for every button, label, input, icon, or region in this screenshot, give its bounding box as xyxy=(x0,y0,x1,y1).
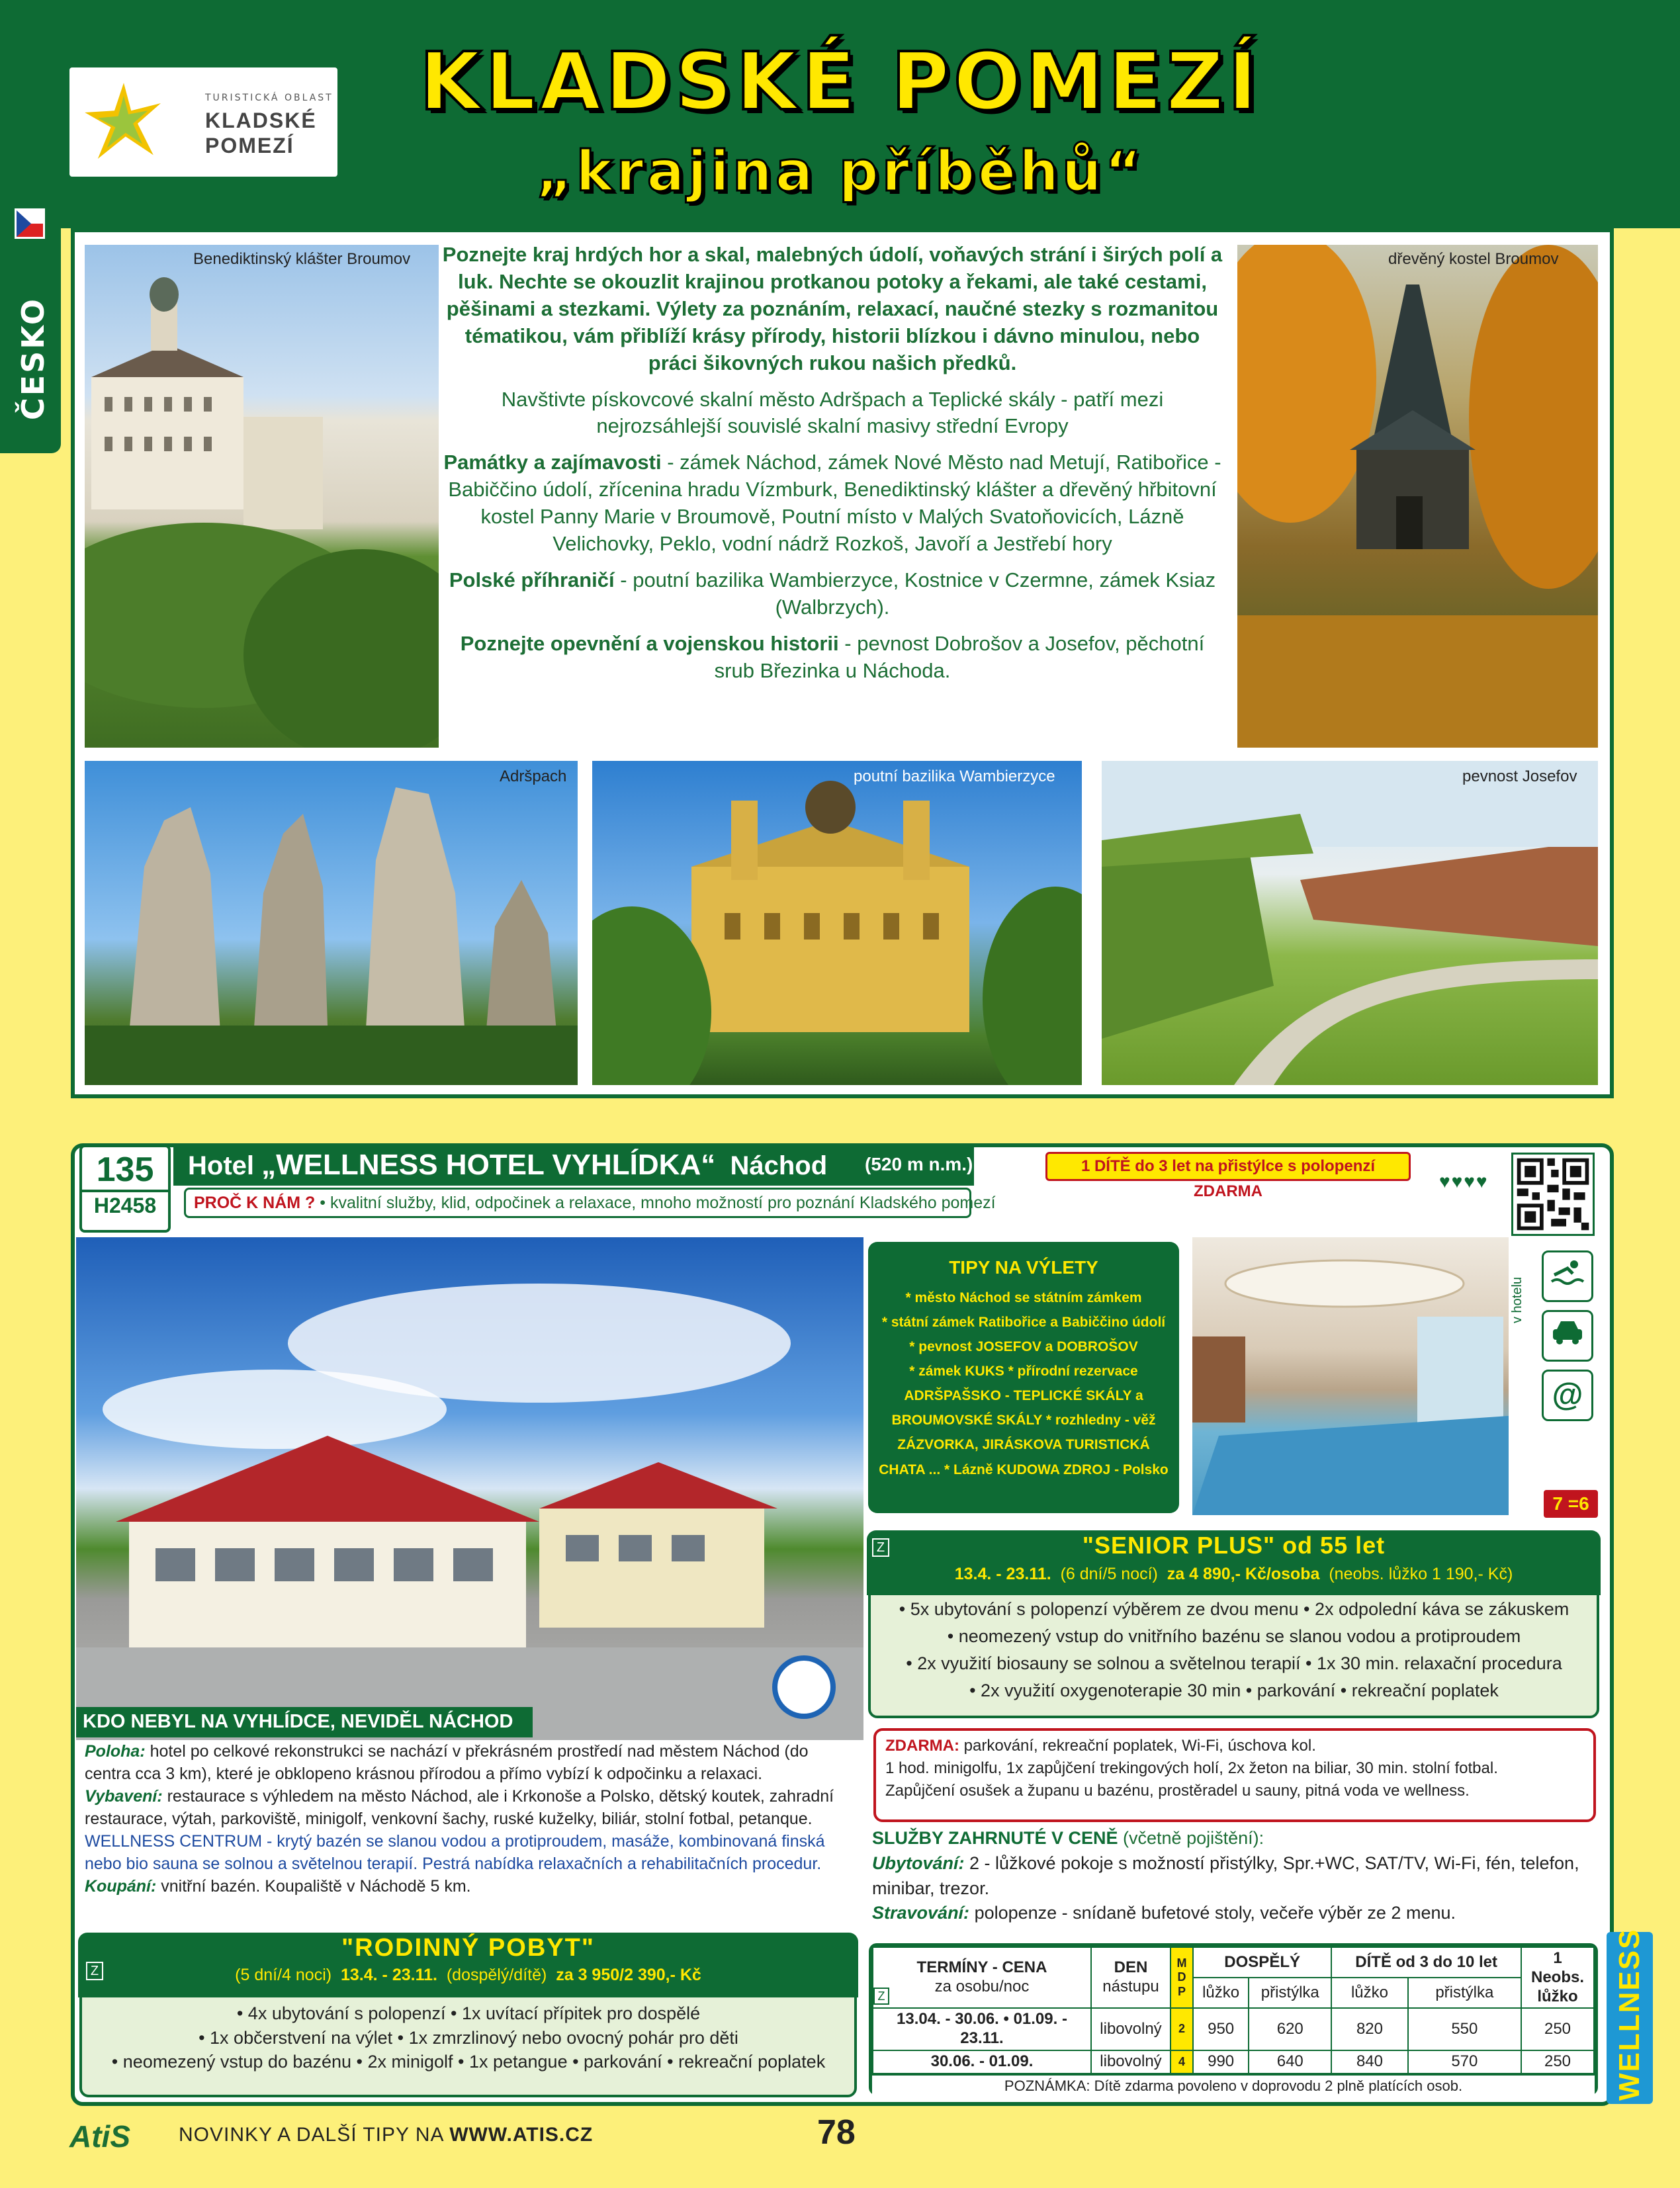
intro-landmarks: Památky a zajímavosti - zámek Náchod, zámek Nové Město nad Metují, Ratibořice - Babiččino údolí, zřícenina hradu Vízmburk, Benediktinský klášter a dřevěný hřbitovní kostel Panny Marie v Broumově, Poutní místo v Malých Svatoňovicích, Lázně Velichovky, Peklo, vodní nádrž Rozkoš, Javoří a Jestřebí hory xyxy=(443,451,1221,556)
list-item: • neomezený vstup do vnitřního bazénu se slanou vodou a protiproudem xyxy=(947,1626,1521,1647)
list-item: * pevnost JOSEFOV a DOBROŠOV xyxy=(909,1338,1138,1354)
hotel-title: Hotel „WELLNESS HOTEL VYHLÍDKA“ Náchod xyxy=(188,1149,828,1181)
hotel-swimming: Koupání: vnitřní bazén. Koupaliště v Náchodě 5 km. xyxy=(85,1877,471,1896)
hotel-description xyxy=(85,1740,856,1898)
hotel-title-bar xyxy=(173,1145,974,1186)
amenity-icons xyxy=(1542,1250,1595,1429)
hotel-wellness: WELLNESS CENTRUM - krytý bazén se slanou vodou a protiproudem, masáže, kombinovaná finská nebo bio sauna se solnou a světelnou terapií. Pestrá nabídka relaxačních a rehabilitačních procedur. xyxy=(85,1832,825,1873)
intro-lead: Poznejte kraj hrdých hor a skal, malebných údolí, voňavých strání i širých polí a luk. Nechte se okouzlit krajinou protkanou potoky a řekami, ale také cestami, pěšinami a stezkami. Výlety za poznáním, relaxací, naučné stezky s rozmanitou tématikou, vám přiblíží krásy přírody, historii blízkou i dávno minulou, nebo práci šikovných rukou našich předků. xyxy=(442,243,1223,374)
price-table xyxy=(872,1947,1595,2074)
page-number: 78 xyxy=(817,2113,856,2152)
free-services-box xyxy=(873,1728,1596,1822)
trip-tips-title: TIPY NA VÝLETY xyxy=(949,1257,1098,1278)
col-terms: TERMÍNY - CENA za osobu/noc xyxy=(873,1947,1091,2008)
senior-plus-price: 13.4. - 23.11. (6 dní/5 nocí) za 4 890,- Kč/osoba (neobs. lůžko 1 190,- Kč) xyxy=(954,1565,1513,1583)
region-logo xyxy=(69,67,337,177)
swimming-icon xyxy=(1542,1250,1593,1302)
list-item: • neomezený vstup do bazénu • 2x minigolf • 1x petangue • parkování • rekreační poplatek xyxy=(111,2052,826,2072)
senior-plus-list xyxy=(873,1596,1595,1704)
col-adult: DOSPĚLÝ xyxy=(1193,1947,1331,1978)
list-item: • 2x využití biosauny se solnou a světelnou terapií • 1x 30 min. relaxační procedura xyxy=(906,1653,1562,1674)
included-services xyxy=(872,1826,1597,1926)
intro-adrspach: Navštivte pískovcové skalní město Adršpach a Teplické skály - patří mezi nejrozsáhlejší souvislé skalní masivy střední Evropy xyxy=(501,387,1164,438)
wellness-tab xyxy=(1607,1928,1653,2104)
wellness-label: WELLNESS xyxy=(1613,1928,1646,2101)
list-item: • 4x ubytování s polopenzí • 1x uvítací přípitek pro dospělé xyxy=(236,2003,701,2023)
family-stay-price: (5 dní/4 noci) 13.4. - 23.11. (dospělý/dítě) za 3 950/2 390,- Kč xyxy=(235,1966,701,1984)
photo-wooden-church xyxy=(1237,245,1598,748)
free-line-2: 1 hod. minigolfu, 1x zapůjčení trekingových holí, 2x žeton na biliar, 30 min. stolní fotbal. xyxy=(885,1759,1498,1778)
region-intro xyxy=(442,241,1223,694)
hotel-slogan-banner: KDO NEBYL NA VYHLÍDCE, NEVIDĚL NÁCHOD xyxy=(76,1707,533,1737)
car-icon xyxy=(1542,1310,1593,1362)
photo-caption-josefov: pevnost Josefov xyxy=(1462,767,1577,785)
star-logo-icon xyxy=(77,75,170,168)
table-row: 13.04. - 30.06. • 01.09. - 23.11. libovolný 2 950 620 820 550 250 xyxy=(873,2008,1594,2050)
in-hotel-label: v hotelu xyxy=(1510,1276,1525,1323)
page-subtitle: „krajina příběhů“ xyxy=(536,139,1145,204)
offer-number-badge xyxy=(79,1145,171,1233)
table-row: 30.06. - 01.09. libovolný 4 990 640 840 570 250 xyxy=(873,2050,1594,2074)
col-mdp: M D P xyxy=(1171,1947,1193,2008)
free-line-3: Zapůjčení osušek a županu u bazénu, prostěradel u sauny, pitná voda ve wellness. xyxy=(885,1782,1470,1800)
sub-extra: přistýlka xyxy=(1249,1978,1331,2008)
photo-caption-monastery: Benediktinský klášter Broumov xyxy=(193,250,411,268)
col-child: DÍTĚ od 3 do 10 let xyxy=(1331,1947,1521,1978)
services-board: Stravování: polopenze - snídaně bufetové stoly, večeře výběr ze 2 menu. xyxy=(872,1903,1456,1923)
rating-hearts: ♥♥♥♥ xyxy=(1439,1171,1489,1192)
list-item: • 1x občerstvení na výlet • 1x zmrzlinový nebo ovocný pohár pro děti xyxy=(199,2027,738,2048)
hotel-altitude: (520 m n.m.) xyxy=(865,1154,973,1174)
child-free-badge: 1 DÍTĚ do 3 let na přistýlce s polopenzí ZDARMA xyxy=(1045,1152,1411,1181)
logo-line3: POMEZÍ xyxy=(205,134,294,157)
family-stay-header xyxy=(78,1933,858,1997)
photo-wambierzyce xyxy=(592,761,1082,1085)
logo-line2: KLADSKÉ xyxy=(205,109,317,132)
photo-hotel-pool xyxy=(1192,1237,1509,1515)
atis-logo: AtiS xyxy=(69,2119,130,2154)
services-heading: SLUŽBY ZAHRNUTÉ V CENĚ (včetně pojištění): xyxy=(872,1828,1264,1848)
photo-caption-adrspach: Adršpach xyxy=(500,767,567,785)
photo-josefov xyxy=(1102,761,1598,1085)
list-item: ZÁZVORKA, JIRÁSKOVA TURISTICKÁ xyxy=(897,1437,1150,1453)
page-title: KLADSKÉ POMEZÍ xyxy=(419,36,1262,128)
country-label: ČESKO xyxy=(15,297,51,420)
czech-flag-icon xyxy=(15,208,45,239)
offer-code: H2458 xyxy=(82,1190,168,1219)
price-z-mark: Z xyxy=(873,1988,889,2005)
list-item: ADRŠPAŠSKO - TEPLICKÉ SKÁLY a xyxy=(904,1388,1143,1404)
offer-number: 135 xyxy=(96,1151,154,1189)
logo-line1: TURISTICKÁ OBLAST xyxy=(205,93,333,103)
services-accommodation: Ubytování: 2 - lůžkové pokoje s možností přistýlky, Spr.+WC, SAT/TV, Wi-Fi, fén, telefon, minibar, trezor. xyxy=(872,1853,1579,1898)
photo-monastery xyxy=(85,245,439,748)
sub-bed: lůžko xyxy=(1193,1978,1249,2008)
list-item: * zámek KUKS * přírodní rezervace xyxy=(909,1364,1138,1379)
senior-plus-title: "SENIOR PLUS" od 55 let xyxy=(1082,1532,1386,1559)
list-item: BROUMOVSKÉ SKÁLY * rozhledny - věž xyxy=(891,1413,1156,1428)
list-item: * město Náchod se státním zámkem xyxy=(905,1290,1142,1305)
family-stay-title: "RODINNÝ POBYT" xyxy=(341,1934,595,1962)
family-stay-list xyxy=(85,2001,852,2074)
hotel-location: Poloha: hotel po celkové rekonstrukci se nachází v překrásném prostředí nad městem Náchod (do centra cca 3 km), které je obklopeno krásnou přírodou a přímo vybízí k odpočinku a relaxaci. xyxy=(85,1742,809,1783)
senior-plus-header xyxy=(867,1530,1601,1595)
why-us-bar: PROČ K NÁM ? • kvalitní služby, klid, odpočinek a relaxace, mnoho možností pro poznání Kladského pomezí xyxy=(184,1188,971,1218)
list-item: • 5x ubytování s polopenzí výběrem ze dvou menu • 2x odpolední káva se zákuskem xyxy=(899,1599,1569,1619)
list-item: CHATA ... * Lázně KUDOWA ZDROJ - Polsko xyxy=(879,1462,1169,1477)
hotel-equipment: Vybavení: restaurace s výhledem na město Náchod, ale i Krkonoše a Polsko, dětský koutek, zahradní restaurace, výtah, parkoviště, minigolf, venkovní šachy, ruské kuželky, biliár, stolní fotbal, petanque. xyxy=(85,1787,834,1828)
stay-length-badge: 7 =6 xyxy=(1544,1490,1598,1518)
photo-caption-wambierzyce: poutní bazilika Wambierzyce xyxy=(854,767,1055,785)
sub-extra: přistýlka xyxy=(1408,1978,1521,2008)
col-extra-bed: 1 Neobs. lůžko xyxy=(1521,1947,1594,2008)
senior-plus-z-mark: Z xyxy=(872,1538,889,1557)
at-icon: @ xyxy=(1542,1370,1593,1421)
footer-news: NOVINKY A DALŠÍ TIPY NA WWW.ATIS.CZ xyxy=(179,2124,594,2146)
country-tab xyxy=(0,208,61,453)
qr-code-icon[interactable] xyxy=(1511,1153,1595,1236)
col-day: DEN nástupu xyxy=(1091,1947,1171,2008)
photo-hotel-exterior xyxy=(76,1237,863,1740)
list-item: * státní zámek Ratibořice a Babiččino údolí xyxy=(881,1314,1166,1330)
photo-adrspach xyxy=(85,761,578,1085)
trip-tips-box xyxy=(868,1242,1179,1513)
sub-bed: lůžko xyxy=(1331,1978,1407,2008)
family-stay-z-mark: Z xyxy=(86,1962,103,1980)
intro-poland: Polské příhraničí - poutní bazilika Wambierzyce, Kostnice v Czermne, zámek Ksiaz (Walbrzych). xyxy=(449,568,1216,619)
intro-fortifications: Poznejte opevnění a vojenskou historii - pevnost Dobrošov a Josefov, pěchotní srub Březinka u Náchoda. xyxy=(460,631,1205,682)
footer-url[interactable]: WWW.ATIS.CZ xyxy=(449,2124,594,2146)
photo-caption-wooden-church: dřevěný kostel Broumov xyxy=(1388,250,1559,268)
price-note: POZNÁMKA: Dítě zdarma povoleno v doprovodu 2 plně platících osob. xyxy=(872,2076,1595,2098)
free-line-1: ZDARMA: parkování, rekreační poplatek, Wi-Fi, úschova kol. xyxy=(885,1737,1316,1755)
list-item: • 2x využití oxygenoterapie 30 min • parkování • rekreační poplatek xyxy=(969,1681,1499,1701)
